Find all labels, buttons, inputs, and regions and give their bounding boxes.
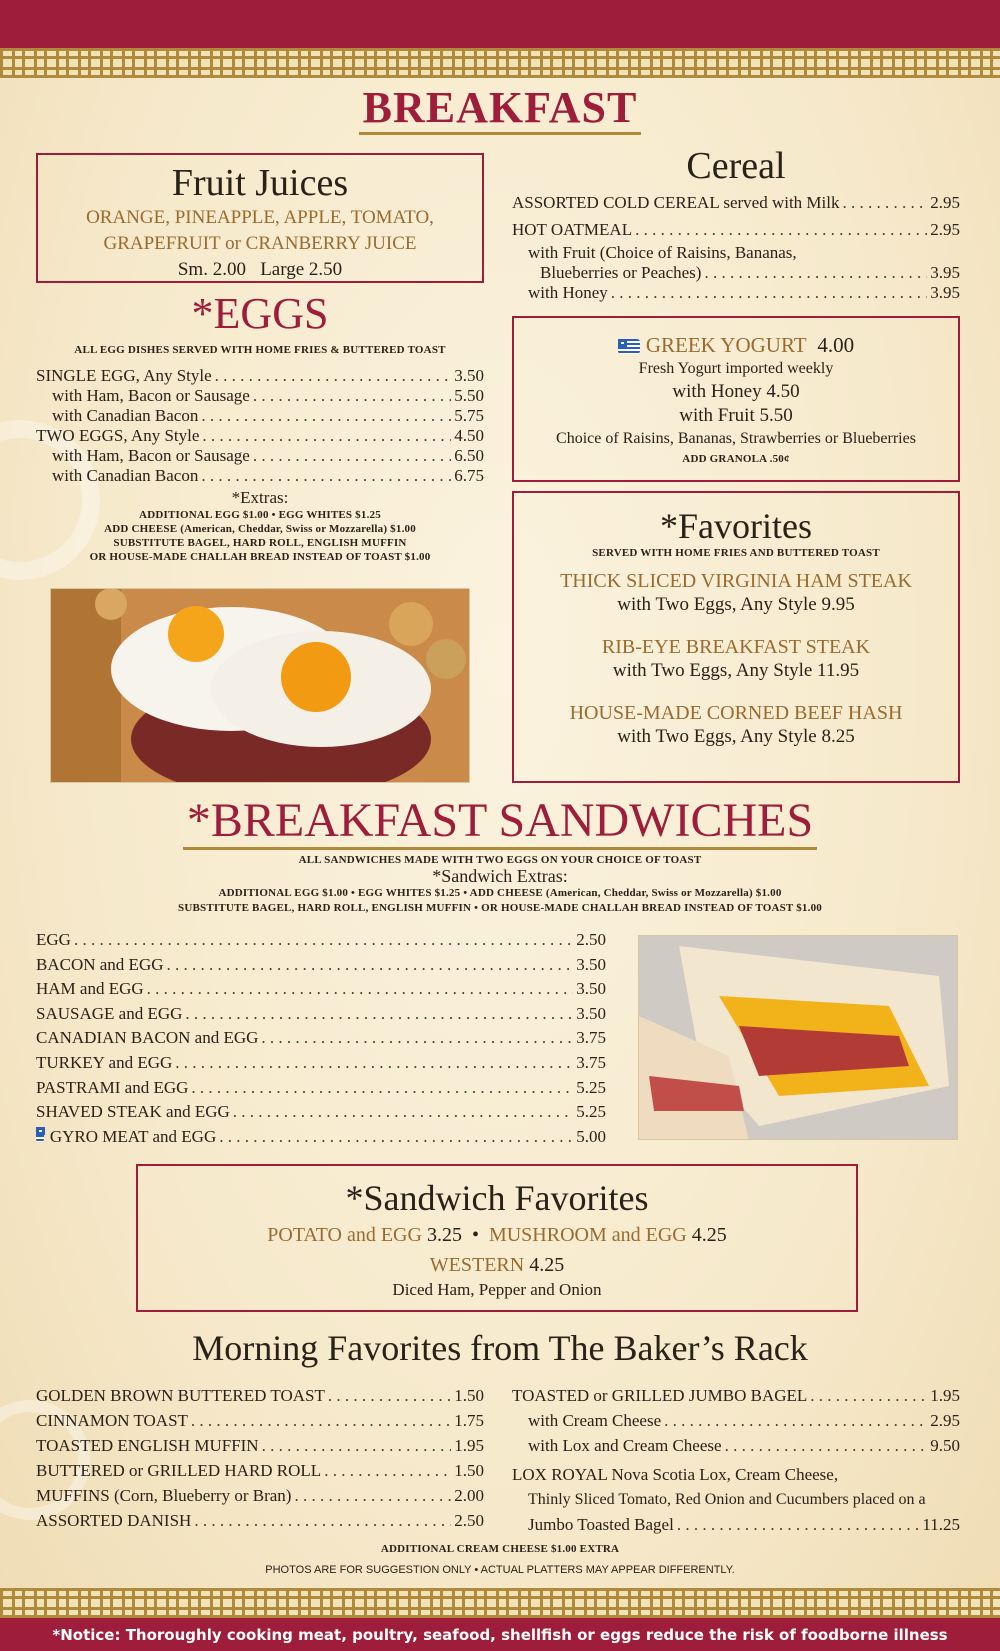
leader-dots [261,1026,573,1051]
leader-dots [167,953,574,978]
item-price: 1.95 [930,1386,960,1405]
menu-item [36,1483,484,1508]
menu-item [36,426,484,446]
item-price: 2.50 [576,930,606,949]
item-price: 2.50 [454,1511,484,1530]
leader-dots [219,1125,573,1150]
greek-flag-icon [618,339,640,354]
menu-item [36,1458,484,1483]
menu-item [512,189,960,216]
item-name: GYRO MEAT and EGG [49,1126,217,1146]
item-name: HAM and EGG [36,979,144,999]
item-price: 6.75 [454,466,484,485]
menu-item [36,1383,484,1408]
item-price: 3.95 [930,283,960,302]
leader-dots [253,446,451,466]
item-price: 1.75 [454,1411,484,1430]
item-price: 5.25 [576,1102,606,1122]
sandwich-extras-line1: ADDITIONAL EGG $1.00 • EGG WHITES $1.25 • ADD CHEESE (American, Cheddar, Swiss or Mozzarella) $1.00 [218,887,782,899]
sandwiches-note: ALL SANDWICHES MADE WITH TWO EGGS ON YOUR CHOICE OF TOAST [298,854,702,866]
item-price: 2.95 [930,220,960,239]
item-name: SAUSAGE and EGG [36,1003,183,1023]
lox-royal-line2: Thinly Sliced Tomato, Red Onion and Cucumbers placed on a [528,1491,926,1508]
greek-flag-icon [36,1127,44,1142]
menu-item [36,1076,606,1101]
leader-dots [175,1051,573,1076]
greek-yogurt-heading [514,332,958,358]
eggs-note: ALL EGG DISHES SERVED WITH HOME FRIES & BUTTERED TOAST [74,344,446,356]
leader-dots [324,1458,451,1483]
leader-dots [328,1383,451,1408]
item-price: 3.50 [576,1003,606,1023]
western-name: WESTERN [429,1254,525,1276]
item-name: CINNAMON TOAST [36,1411,188,1430]
leader-dots [725,1433,928,1458]
leader-dots [201,466,451,486]
leader-dots [294,1483,451,1508]
item-price: 9.50 [930,1436,960,1455]
cream-cheese-note: ADDITIONAL CREAM CHEESE $1.00 EXTRA [380,1543,620,1555]
leader-dots [810,1383,927,1408]
cereal-title: Cereal [686,145,786,187]
leader-dots [191,1408,451,1433]
top-band [0,0,1000,48]
foodborne-notice: *Notice: Thoroughly cooking meat, poultry, seafood, shellfish or eggs reduce the risk of foodborne illness [52,1625,948,1644]
item-name: ASSORTED DANISH [36,1511,192,1530]
leader-dots [262,1433,452,1458]
item-name: EGG [36,930,71,949]
favorites-box [512,491,960,783]
item-price: 1.50 [454,1461,484,1480]
item-name: with Canadian Bacon [52,466,199,485]
fruit-juices-box [36,153,484,283]
bottom-band [0,1618,1000,1651]
menu-item [512,1408,960,1433]
juice-sizes: Sm. 2.00 Large 2.50 [177,259,343,280]
bakers-rack-title: Morning Favorites from The Baker’s Rack [192,1328,808,1368]
greek-yogurt-choice: Choice of Raisins, Bananas, Strawberries or Blueberries [556,430,916,447]
item-price: 2.95 [930,193,960,212]
item-price: 11.25 [922,1515,960,1534]
menu-item [36,953,606,978]
item-name: MUFFINS (Corn, Blueberry or Bran) [36,1486,292,1505]
favorites-list [514,569,958,749]
favorite-name: HOUSE-MADE CORNED BEEF HASH [569,702,903,724]
item-price: 3.75 [576,1052,606,1072]
item-name: SHAVED STEAK and EGG [36,1102,230,1122]
item-name: with Ham, Bacon or Sausage [52,386,250,405]
eggs-extra-line: SUBSTITUTE BAGEL, HARD ROLL, ENGLISH MUFFIN [113,537,407,549]
mushroom-egg-name: MUSHROOM and EGG [488,1224,687,1246]
favorite-detail: with Two Eggs, Any Style 11.95 [612,660,860,681]
sandwich-extras-title: *Sandwich Extras: [432,866,568,886]
menu-item [36,466,484,486]
favorite-item [514,701,958,749]
favorites-title: *Favorites [660,506,812,546]
item-price: 2.00 [454,1486,484,1505]
leader-dots [611,283,927,303]
juice-flavors-line2: GRAPEFRUIT or CRANBERRY JUICE [103,233,417,254]
item-name: with Canadian Bacon [52,406,199,425]
item-name: with Ham, Bacon or Sausage [52,446,250,465]
greek-yogurt-box [512,316,960,482]
item-price: 3.50 [576,979,606,999]
menu-item [36,1408,484,1433]
sandwich-extras-line2: SUBSTITUTE BAGEL, HARD ROLL, ENGLISH MUFFIN • OR HOUSE-MADE CHALLAH BREAD INSTEAD OF TOAST $1.00 [178,902,822,914]
item-price: 3.95 [930,263,960,282]
western-desc: Diced Ham, Pepper and Onion [392,1280,602,1299]
menu-item [512,243,960,263]
item-name: ASSORTED COLD CEREAL served with Milk [512,193,840,212]
item-name: with Fruit (Choice of Raisins, Bananas, [528,243,797,262]
menu-item [512,1433,960,1458]
sandwiches-title: *BREAKFAST SANDWICHES [0,794,1000,848]
sandwich-favorites-line1 [138,1220,856,1250]
item-price: 5.50 [454,386,484,405]
sandwich-list [36,928,606,1149]
greek-yogurt-honey: with Honey 4.50 [672,381,800,402]
leader-dots [202,426,451,446]
item-price: 2.95 [930,1411,960,1430]
item-name: SINGLE EGG, Any Style [36,366,212,385]
bakers-rack-right-list [512,1383,960,1458]
potato-egg-name: POTATO and EGG [267,1224,422,1246]
menu-item [36,928,606,953]
western-price: 4.25 [529,1254,565,1276]
juice-flavors-line1: ORANGE, PINEAPPLE, APPLE, TOMATO, [86,207,434,228]
eggs-photo [50,588,470,783]
sandwich-photo [638,935,958,1140]
favorite-detail: with Two Eggs, Any Style 9.95 [617,594,855,615]
leader-dots [842,189,927,216]
item-name: CANADIAN BACON and EGG [36,1028,259,1048]
leader-dots [185,1002,573,1027]
item-name: HOT OATMEAL [512,220,633,239]
item-name: TOASTED ENGLISH MUFFIN [36,1436,259,1455]
photo-disclaimer: PHOTOS ARE FOR SUGGESTION ONLY • ACTUAL PLATTERS MAY APPEAR DIFFERENTLY. [265,1564,735,1576]
menu-item [36,366,484,386]
leader-dots [635,216,927,243]
greek-key-border-bottom [0,1588,1000,1618]
menu-item [512,263,960,283]
item-name: with Cream Cheese [528,1411,662,1430]
greek-yogurt-desc: Fresh Yogurt imported weekly [638,360,834,377]
item-name: with Honey [528,283,608,302]
sandwich-favorites-line2 [138,1250,856,1280]
lox-royal-line1: LOX ROYAL Nova Scotia Lox, Cream Cheese, [512,1465,839,1484]
eggs-extras-title: *Extras: [231,488,289,507]
potato-egg-price: 3.25 [426,1224,462,1246]
fruit-juices-title: Fruit Juices [171,162,349,204]
favorite-item [514,569,958,617]
menu-item [36,1433,484,1458]
leader-dots [677,1512,920,1537]
item-name: BUTTERED or GRILLED HARD ROLL [36,1461,322,1480]
menu-item [36,977,606,1002]
bakers-rack-left-list [36,1383,484,1533]
menu-item [36,1100,606,1125]
bakers-rack-right [512,1383,960,1537]
item-name: BACON and EGG [36,954,164,974]
eggs-list [36,366,484,486]
menu-item [36,1051,606,1076]
sandwich-photo-image [639,936,958,1140]
leader-dots [664,1408,927,1433]
eggs-title: *EGGS [191,289,329,338]
item-name: GOLDEN BROWN BUTTERED TOAST [36,1386,325,1405]
menu-item [512,1512,960,1537]
item-name: Blueberries or Peaches) [540,263,702,282]
menu-item [36,1508,484,1533]
leader-dots [74,928,573,953]
menu-item [36,1026,606,1051]
favorite-item [514,635,958,683]
favorite-name: THICK SLICED VIRGINIA HAM STEAK [560,570,912,592]
leader-dots [215,366,452,386]
eggs-extra-line: ADD CHEESE (American, Cheddar, Swiss or Mozzarella) $1.00 [104,523,416,535]
item-name: with Lox and Cream Cheese [528,1436,722,1455]
item-name: TOASTED or GRILLED JUMBO BAGEL [512,1386,808,1405]
greek-key-border-top [0,48,1000,78]
leader-dots [253,386,451,406]
favorites-note: SERVED WITH HOME FRIES AND BUTTERED TOAST [592,547,880,559]
leader-dots [147,977,574,1002]
leader-dots [233,1100,573,1125]
favorite-detail: with Two Eggs, Any Style 8.25 [617,726,855,747]
leader-dots [201,406,451,426]
item-price: 6.50 [454,446,484,465]
menu-item [512,1383,960,1408]
item-price: 3.50 [576,954,606,974]
menu-item [36,406,484,426]
leader-dots [191,1076,573,1101]
menu-item [36,1125,606,1150]
bullet-separator: • [466,1224,484,1246]
menu-item [36,1002,606,1027]
item-price: 5.75 [454,406,484,425]
item-price: 1.95 [454,1436,484,1455]
item-price: 3.50 [454,366,484,385]
leader-dots [194,1508,451,1533]
menu-item [36,446,484,466]
menu-item [512,216,960,243]
sandwich-favorites-box [136,1164,858,1312]
item-price: 3.75 [576,1028,606,1048]
item-price: 1.50 [454,1386,484,1405]
item-name: PASTRAMI and EGG [36,1077,189,1097]
leader-dots [704,263,927,283]
greek-yogurt-price: 4.00 [817,333,855,357]
greek-yogurt-granola: ADD GRANOLA .50¢ [682,453,790,465]
item-price: 5.25 [576,1077,606,1097]
eggs-extras [36,508,484,564]
eggs-section [36,288,484,564]
item-name: Jumbo Toasted Bagel [528,1515,674,1534]
item-price: 5.00 [576,1126,606,1146]
mushroom-egg-price: 4.25 [691,1224,727,1246]
eggs-extra-line: ADDITIONAL EGG $1.00 • EGG WHITES $1.25 [139,509,381,521]
eggs-extra-line: OR HOUSE-MADE CHALLAH BREAD INSTEAD OF TOAST $1.00 [89,551,431,563]
item-name: TURKEY and EGG [36,1052,173,1072]
item-price: 4.50 [454,426,484,445]
cereal-section [512,143,960,303]
greek-yogurt-fruit: with Fruit 5.50 [679,405,793,426]
eggs-photo-image [51,589,470,783]
page-title: BREAKFAST [0,82,1000,133]
sandwiches-header [0,794,1000,916]
sandwich-favorites-title: *Sandwich Favorites [345,1178,649,1218]
favorite-name: RIB-EYE BREAKFAST STEAK [601,636,871,658]
menu-item [512,283,960,303]
greek-yogurt-title: GREEK YOGURT [645,333,807,357]
cereal-list [512,189,960,243]
item-name: TWO EGGS, Any Style [36,426,200,445]
menu-item [36,386,484,406]
